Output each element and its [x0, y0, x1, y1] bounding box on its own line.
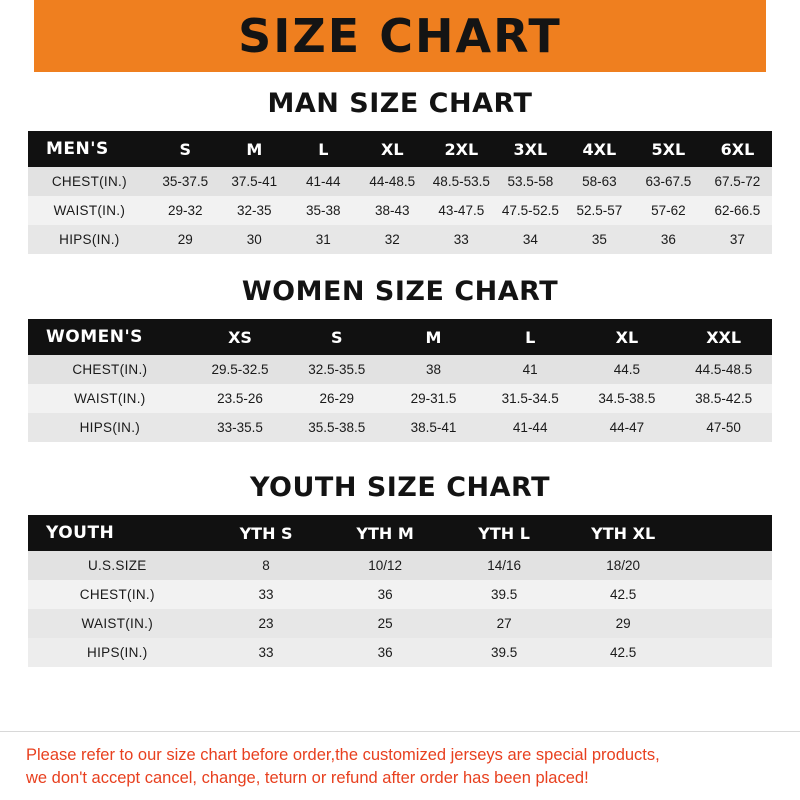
cell: 23: [258, 616, 274, 631]
cell: 67.5-72: [714, 174, 761, 189]
cell: 39.5: [490, 587, 518, 602]
cell: 44-47: [609, 420, 645, 435]
column-header: YTH XL: [591, 523, 656, 543]
row-label: WAIST(IN.): [53, 203, 126, 218]
cell: 18/20: [606, 558, 641, 573]
footer-disclaimer: [0, 731, 800, 800]
cell: 44.5-48.5: [695, 362, 753, 377]
table-row: [28, 167, 772, 196]
row-label: WAIST(IN.): [81, 616, 154, 631]
cell: 63-67.5: [645, 174, 692, 189]
cell: 36: [660, 232, 676, 247]
cell: 41-44: [306, 174, 341, 189]
table-row: [28, 225, 772, 254]
table-row: [28, 580, 772, 609]
cell: 31.5-34.5: [501, 391, 559, 406]
cell: 44.5: [613, 362, 641, 377]
cell: 34: [522, 232, 538, 247]
table-row: [28, 609, 772, 638]
cell: 47.5-52.5: [501, 203, 559, 218]
section-title-women: WOMEN SIZE CHART: [241, 276, 559, 307]
column-header: YTH L: [478, 523, 530, 543]
section-title-man: MAN SIZE CHART: [267, 88, 533, 119]
cell: 43-47.5: [438, 203, 485, 218]
column-header: 4XL: [582, 139, 617, 159]
cell: 37: [729, 232, 745, 247]
cell: 10/12: [368, 558, 402, 573]
column-header: YTH M: [356, 523, 414, 543]
cell: 34.5-38.5: [598, 391, 656, 406]
column-header: L: [318, 139, 329, 159]
women-size-table: [28, 319, 772, 442]
cell-spacer: [683, 580, 772, 609]
cell: 8: [262, 558, 270, 573]
cell: 48.5-53.5: [432, 174, 490, 189]
cell: 14/16: [487, 558, 522, 573]
column-header: S: [179, 139, 192, 159]
cell: 35: [591, 232, 607, 247]
cell: 32.5-35.5: [308, 362, 366, 377]
cell: 26-29: [319, 391, 355, 406]
cell: 33: [453, 232, 469, 247]
section-title-youth: YOUTH SIZE CHART: [249, 472, 551, 503]
cell: 38: [425, 362, 441, 377]
cell: 36: [377, 587, 393, 602]
cell: 32: [384, 232, 400, 247]
cell: 35-38: [306, 203, 341, 218]
cell: 29: [615, 616, 631, 631]
header-spacer: [683, 515, 772, 551]
row-label: CHEST(IN.): [51, 174, 127, 189]
youth-size-table: [28, 515, 772, 667]
cell: 58-63: [582, 174, 617, 189]
cell: 42.5: [610, 587, 637, 602]
row-label: HIPS(IN.): [79, 420, 141, 435]
cell: 47-50: [706, 420, 741, 435]
table-row: [28, 196, 772, 225]
charts-container: [0, 72, 800, 731]
column-header: 3XL: [513, 139, 548, 159]
page-title: SIZE CHART: [238, 9, 562, 63]
cell: 39.5: [490, 645, 518, 660]
column-header: S: [330, 327, 343, 347]
row-label: HIPS(IN.): [87, 645, 148, 660]
cell: 38.5-41: [410, 420, 457, 435]
column-header: 5XL: [651, 139, 686, 159]
table-row: [28, 413, 772, 442]
cell: 35.5-38.5: [308, 420, 366, 435]
cell: 32-35: [237, 203, 272, 218]
column-header: 6XL: [720, 139, 755, 159]
cell: 38-43: [375, 203, 410, 218]
table-header-row: [28, 319, 772, 355]
cell: 30: [246, 232, 262, 247]
cell: 41-44: [512, 420, 548, 435]
cell-spacer: [683, 609, 772, 638]
cell: 29-31.5: [410, 391, 457, 406]
man-size-table: [28, 131, 772, 254]
cell-spacer: [683, 638, 772, 667]
cell: 29-32: [167, 203, 203, 218]
column-header: XXL: [706, 327, 742, 347]
row-label: HIPS(IN.): [59, 232, 120, 247]
column-header: 2XL: [444, 139, 479, 159]
cell: 25: [377, 616, 393, 631]
cell: 27: [496, 616, 512, 631]
table-row: [28, 384, 772, 413]
row-label: U.S.SIZE: [87, 558, 147, 573]
cell: 44-48.5: [369, 174, 416, 189]
table-row: [28, 551, 772, 580]
page-banner: [0, 0, 800, 72]
cell: 35-37.5: [162, 174, 209, 189]
row-label: WAIST(IN.): [74, 391, 146, 406]
row-label: CHEST(IN.): [79, 587, 155, 602]
cell: 31: [315, 232, 331, 247]
corner-label: MEN'S: [46, 139, 109, 159]
table-header-row: [28, 515, 772, 551]
column-header: M: [246, 139, 263, 159]
banner-right-edge: [766, 0, 800, 72]
cell: 33: [258, 645, 274, 660]
column-header: YTH S: [239, 523, 293, 543]
row-label: CHEST(IN.): [72, 362, 148, 377]
cell: 36: [377, 645, 393, 660]
footer-line-1: Please refer to our size chart before order,the customized jerseys are special products,: [26, 746, 660, 765]
corner-label: YOUTH: [46, 523, 115, 543]
cell: 33: [258, 587, 274, 602]
cell: 33-35.5: [217, 420, 263, 435]
cell: 38.5-42.5: [695, 391, 753, 406]
table-row: [28, 355, 772, 384]
cell: 23.5-26: [217, 391, 263, 406]
cell: 41: [522, 362, 538, 377]
cell: 52.5-57: [576, 203, 623, 218]
cell: 29: [177, 232, 193, 247]
column-header: XL: [381, 139, 404, 159]
column-header: L: [525, 327, 536, 347]
column-header: XL: [615, 327, 639, 347]
footer-line-2: we don't accept cancel, change, teturn or refund after order has been placed!: [26, 769, 589, 788]
cell: 62-66.5: [714, 203, 761, 218]
cell: 29.5-32.5: [211, 362, 269, 377]
corner-label: WOMEN'S: [46, 327, 143, 347]
column-header: XS: [228, 327, 252, 347]
cell-spacer: [683, 551, 772, 580]
cell: 42.5: [610, 645, 637, 660]
cell: 53.5-58: [507, 174, 554, 189]
cell: 57-62: [651, 203, 686, 218]
cell: 37.5-41: [231, 174, 278, 189]
column-header: M: [425, 327, 442, 347]
table-row: [28, 638, 772, 667]
banner-left-edge: [0, 0, 34, 72]
table-header-row: [28, 131, 772, 167]
